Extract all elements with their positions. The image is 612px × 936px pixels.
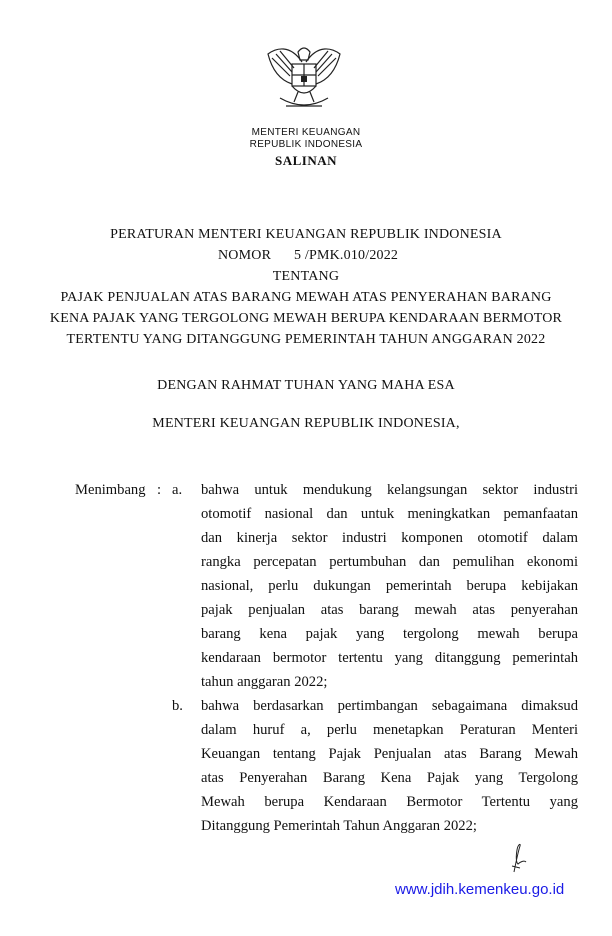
text-line: otomotif nasional dan untuk meningkatkan pemanfaatan xyxy=(201,506,578,522)
org-name-line1: MENTERI KEUANGAN xyxy=(251,127,361,138)
subject-line-2: KENA PAJAK YANG TERGOLONG MEWAH BERUPA KENDARAAN BERMOTOR xyxy=(49,311,563,326)
text-line: Keuangan tentang Pajak Penjualan atas Barang Mewah xyxy=(201,746,578,762)
regulation-title: PERATURAN MENTERI KEUANGAN REPUBLIK INDONESIA xyxy=(110,227,502,242)
subject-line-1: PAJAK PENJUALAN ATAS BARANG MEWAH ATAS PENYERAHAN BARANG xyxy=(60,290,552,305)
item-marker-b: b. xyxy=(172,698,183,714)
text-line: bahwa berdasarkan pertimbangan sebagaimana dimaksud xyxy=(201,698,578,714)
text-line: nasional, perlu dukungan pemerintah berupa kebijakan xyxy=(201,578,578,594)
text-line: pajak penjualan atas barang mewah atas penyerahan xyxy=(201,602,578,618)
jdih-link[interactable]: www.jdih.kemenkeu.go.id xyxy=(395,881,565,898)
text-line: dalam huruf a, perlu menetapkan Peraturan Menteri xyxy=(201,722,578,738)
about-label: TENTANG xyxy=(272,269,340,284)
salinan-stamp: SALINAN xyxy=(274,153,337,168)
number-label: NOMOR xyxy=(218,248,272,263)
text-line: Ditanggung Pemerintah Tahun Anggaran 2022; xyxy=(201,818,477,834)
text-line: tahun anggaran 2022; xyxy=(201,674,328,690)
text-line: atas Penyerahan Barang Kena Pajak yang Tergolong xyxy=(201,770,578,786)
initial-signature-icon xyxy=(506,842,528,874)
text-line: kendaraan bermotor tertentu yang ditanggung pemerintah xyxy=(201,650,578,666)
issuer: MENTERI KEUANGAN REPUBLIK INDONESIA, xyxy=(152,416,460,431)
considering-label: Menimbang xyxy=(75,482,146,498)
text-line: Mewah berupa Kendaraan Bermotor Tertentu yang xyxy=(201,794,578,810)
considering-colon: : xyxy=(157,482,162,498)
text-line: rangka percepatan pertumbuhan dan pemulihan ekonomi xyxy=(201,554,578,570)
garuda-emblem-icon xyxy=(262,40,346,120)
text-line: dan kinerja sektor industri komponen otomotif dalam xyxy=(201,530,578,546)
text-line: barang kena pajak yang tergolong mewah berupa xyxy=(201,626,578,642)
org-name-line2: REPUBLIK INDONESIA xyxy=(249,139,363,150)
number-value: 5 /PMK.010/2022 xyxy=(294,248,399,263)
text-line: bahwa untuk mendukung kelangsungan sektor industri xyxy=(201,482,578,498)
item-marker-a: a. xyxy=(172,482,183,498)
invocation: DENGAN RAHMAT TUHAN YANG MAHA ESA xyxy=(157,378,455,393)
subject-line-3: TERTENTU YANG DITANGGUNG PEMERINTAH TAHUN ANGGARAN 2022 xyxy=(66,332,546,347)
